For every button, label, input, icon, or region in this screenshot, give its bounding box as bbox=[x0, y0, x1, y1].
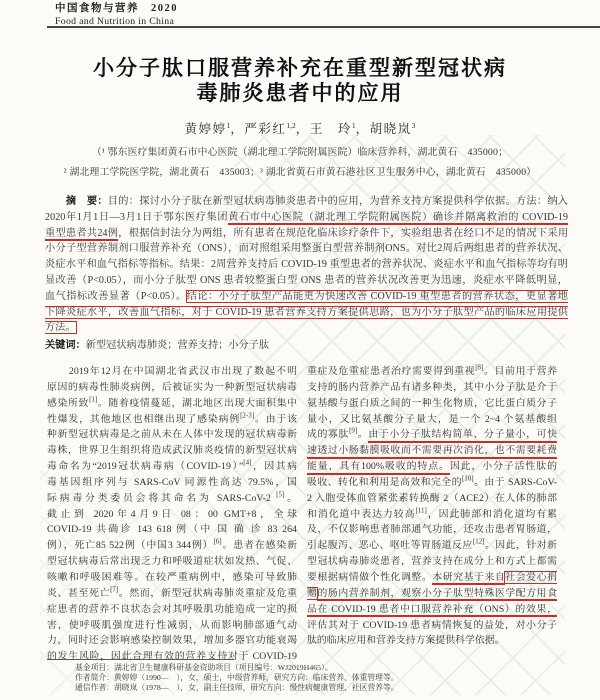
red-box-annotation: 社会爱心捐 bbox=[505, 571, 557, 583]
author-superscript: 1 bbox=[351, 120, 356, 130]
red-underline-annotation: 重型患者共24例 bbox=[45, 228, 118, 242]
affiliation-line-2: ² 湖北理工学院医学院，湖北黄石 435003；³ 湖北省黄石市黄石港社区卫生服务中心，湖北黄石 435000） bbox=[63, 167, 537, 178]
text-line bbox=[75, 683, 600, 693]
text-segment: 因此，小分子活性肽的 bbox=[449, 461, 557, 473]
affiliation-line-1: （¹ 鄂东医疗集团黄石市中心医院（湖北理工学院附属医院）临床营养科，湖北黄石 435000； bbox=[91, 147, 509, 158]
text-segment: 性爆发，其他地区也相继出现了感染病例[2-3]。由于该 bbox=[47, 411, 297, 425]
text-segment: 成的寡肽[9]。 bbox=[307, 427, 369, 441]
text-segment: 例），死亡85 522例（中国3 344例）[6]。患者在感染新 bbox=[47, 538, 297, 552]
text-segment: 感染所致[1]。随着疫情蔓延，湖北地区出现大面积集中 bbox=[47, 395, 297, 409]
paper-title-line1: 小分子肽口服营养补充在重型新型冠状病 bbox=[93, 57, 507, 80]
text-segment: 小分子型营养制剂口服营养补充（ONS），而对照组采用整蛋白型营养制剂ONS。对比2周后两组患者的营养状况、 bbox=[45, 243, 568, 255]
red-box-annotation: 结论：小分子肽型产品能更为快速改善 COVID-19 重型患者的营养状态，更显著地 bbox=[186, 290, 568, 302]
text-segment: 显改善（P<0.05），而小分子肽型 ONS 患者较整蛋白型 ONS 患者的营养状况改善更为迅速，炎症水平降低明显， bbox=[45, 274, 568, 286]
author-superscript: 3 bbox=[411, 120, 416, 130]
text-segment: 的发生风险，因此合理有效的营养支持对于 COVID-19 bbox=[47, 651, 297, 663]
text-line bbox=[45, 273, 568, 289]
text-line bbox=[47, 554, 297, 570]
author-name: 严彩红 bbox=[244, 122, 287, 136]
text-segment: 氨基酸与蛋白质之间的一种生化物质，它比蛋白质分子 bbox=[307, 397, 557, 409]
text-line bbox=[307, 586, 557, 602]
text-segment: 重症及危重症患者治疗需要得到重视[8]。目前用于营养 bbox=[307, 364, 557, 377]
text-line bbox=[45, 257, 568, 273]
header-rule bbox=[47, 26, 600, 28]
text-line bbox=[47, 491, 297, 507]
text-line bbox=[307, 491, 557, 507]
red-underline-annotation: 的肠内营养制剂，观察小分子肽型特殊医学配方用食 bbox=[317, 588, 557, 602]
text-line bbox=[307, 380, 557, 396]
author-name: 胡晓岚 bbox=[369, 122, 412, 136]
text-line bbox=[47, 364, 297, 380]
text-line bbox=[307, 522, 557, 538]
text-segment: 炎、甚至死亡[7]。然而，新型冠状病毒肺炎重症及危重 bbox=[47, 585, 297, 599]
text-segment: 毒基因组序列与 SARS-CoV 同源性高达 79.5%，国 bbox=[47, 476, 297, 488]
text-segment: 害，使呼吸肌强度进行性减弱，从而影响肺部通气动 bbox=[47, 619, 297, 631]
citation-ref: [6] bbox=[213, 538, 222, 546]
text-line bbox=[307, 459, 557, 475]
citation-ref: [10] bbox=[461, 474, 474, 483]
text-line bbox=[75, 663, 600, 673]
text-line bbox=[45, 305, 568, 321]
text-segment: 量小，又比氨基酸分子量大，是一个 2~4 个氨基酸组 bbox=[307, 413, 557, 425]
red-underline-annotation: 品在 COVID-19 患者中口服营养补充（ONS）的效果， bbox=[307, 604, 557, 618]
abstract-section bbox=[45, 194, 568, 354]
text-line bbox=[47, 507, 297, 523]
text-segment: 目的：探讨小分子肽在新型冠状病毒肺炎患者中的应用，为营养支持方案提供科学依据。方法：纳入 bbox=[107, 196, 568, 207]
body-columns bbox=[47, 364, 557, 665]
paper-title bbox=[39, 56, 561, 106]
text-line bbox=[47, 412, 297, 428]
text-line bbox=[47, 633, 297, 649]
journal-name-en: Food and Nutrition in China bbox=[55, 16, 175, 27]
keywords-line bbox=[45, 338, 568, 354]
text-line bbox=[45, 194, 568, 210]
citation-ref: [4] bbox=[243, 459, 252, 467]
abstract-lines bbox=[45, 194, 568, 336]
text-line bbox=[45, 210, 568, 226]
text-line bbox=[47, 538, 297, 554]
red-box-annotation: 方法。 bbox=[45, 322, 76, 334]
journal-header bbox=[55, 3, 178, 27]
text-line bbox=[47, 602, 297, 618]
text-segment: 种新型冠状病毒是之前从未在人体中发现的冠状病毒新 bbox=[47, 429, 297, 441]
text-segment: 和消化道中表达力较高[11]，因此肺部和消化道均有累 bbox=[307, 506, 557, 520]
authors-line: 黄婷婷$^1$，严彩红$^{1,2}$，王 玲$^1$，胡晓岚$^3$ bbox=[184, 120, 416, 136]
text-segment: 及，不仅影响患者肺部通气功能，还攻击患者胃肠道， bbox=[307, 524, 557, 536]
text-segment: 症患者的营养不良状态会对其呼吸肌功能造成一定的损 bbox=[47, 603, 297, 615]
text-line bbox=[45, 241, 568, 257]
citation-ref: [11] bbox=[415, 506, 427, 515]
text-segment: 型冠状病毒后常出现乏力和呼吸道症状如发热、气促、 bbox=[47, 556, 297, 568]
text-line bbox=[307, 570, 557, 586]
citation-ref: [2-3] bbox=[240, 411, 255, 420]
author-name: 王 玲 bbox=[309, 122, 352, 136]
citation-ref: [8] bbox=[475, 364, 484, 372]
journal-name-cn: 中国食物与营养 2020 bbox=[55, 3, 178, 14]
text-segment: 血气指标改善显著（P<0.05）。 bbox=[45, 290, 187, 302]
text-segment: 支持的肠内营养产品有诸多种类，其中小分子肽是介于 bbox=[307, 381, 557, 393]
text-segment: 作者简介：黄婷婷（1990— ），女，硕士，中级营养师，研究方向：临床营养、体重管理等。 bbox=[75, 673, 399, 682]
text-line bbox=[47, 459, 297, 475]
author-superscript: 1 bbox=[226, 120, 231, 130]
text-segment: 2019年12月在中国湖北省武汉市出现了数起不明 bbox=[47, 366, 297, 377]
text-segment: 原因的病毒性肺炎病例，后被证实为一种新型冠状病毒 bbox=[47, 381, 297, 393]
red-underline-annotation: 速透过小肠黏膜吸收而不需要再次消化，也不需要耗费 bbox=[307, 445, 557, 459]
text-segment: 2 入胞受体血管紧张素转换酶 2（ACE2）在人体的肺部 bbox=[307, 492, 557, 504]
text-segment: 毒株，世界卫生组织将造成武汉肺炎疫情的新型冠状病 bbox=[47, 445, 297, 457]
text-line bbox=[47, 380, 297, 396]
text-line bbox=[47, 475, 297, 491]
text-line bbox=[45, 320, 568, 336]
text-line bbox=[307, 475, 557, 491]
red-underline-annotation: 黄石市中心医院（湖北理工学院附属医院）确诊并隔离救治的 COVID-19 bbox=[228, 212, 568, 226]
text-line bbox=[47, 570, 297, 586]
text-line bbox=[47, 522, 297, 538]
text-segment: 2020年1月1日—3月1日于鄂东医疗集团 bbox=[45, 211, 229, 223]
author-name: 黄婷婷 bbox=[184, 122, 227, 136]
text-segment: 毒命名为“2019冠状病毒病（COVID-19）”[4]，因其病 bbox=[47, 459, 297, 473]
keywords-label: 关键词： bbox=[45, 340, 86, 352]
red-box-annotation: 赠 bbox=[307, 587, 318, 599]
text-line bbox=[307, 443, 557, 459]
citation-ref: [5] bbox=[276, 490, 285, 499]
citation-ref: [1] bbox=[89, 395, 98, 404]
text-segment: 炎症水平和血气指标等指标。结果：2周营养支持后 COVID-19 重型患者的营养状况、炎症水平和血气指标等均有明 bbox=[45, 259, 568, 271]
footnotes bbox=[47, 663, 600, 693]
text-line bbox=[47, 618, 297, 634]
text-line bbox=[47, 396, 297, 412]
text-line bbox=[307, 538, 557, 554]
keywords-text: 新型冠状病毒肺炎；营养支持；小分子肽 bbox=[85, 340, 270, 352]
text-line bbox=[307, 396, 557, 412]
text-segment: 咳嗽和呼吸困难等。在较严重病例中，感染可导致肺 bbox=[47, 571, 297, 583]
text-line bbox=[307, 618, 557, 634]
text-segment: 吸收、转化和利用是高效和完全的[10]。由于 SARS-CoV- bbox=[307, 474, 557, 488]
citation-ref: [12] bbox=[472, 538, 485, 546]
text-segment: 引起腹泻、恶心、呕吐等胃肠道反应[12]。因此，针对新 bbox=[307, 538, 557, 552]
text-line bbox=[47, 427, 297, 443]
text-line bbox=[307, 364, 557, 380]
text-segment: 型冠状病毒肺炎患者，营养支持在成分上和方式上都需 bbox=[307, 556, 557, 568]
text-segment: 通信作者：胡晓岚（1978— ），女，副主任技师，研究方向：慢性病健康管理、社区营养等。 bbox=[75, 683, 399, 692]
text-line bbox=[75, 673, 600, 683]
text-line bbox=[307, 427, 557, 443]
red-underline-annotation: 能量，具有100%吸收的特点。 bbox=[307, 461, 450, 475]
text-line bbox=[307, 602, 557, 618]
text-line bbox=[307, 412, 557, 428]
author-superscript: 1,2 bbox=[286, 120, 296, 130]
text-line bbox=[47, 443, 297, 459]
bold-label: 摘 要： bbox=[45, 196, 108, 207]
red-underline-annotation: 由于小分子肽结构简单、分子量小，可快 bbox=[368, 429, 557, 443]
red-box-annotation: 下降炎症水平，改善血气指标，对于 COVID-19 患者营养支持方案提供思路，也为小分子肽型产品的临床应用提供 bbox=[45, 306, 568, 318]
text-line bbox=[307, 507, 557, 523]
text-segment: 截止到 2020年4月9日 08：00 GMT+8，全球 bbox=[47, 508, 297, 520]
citation-ref: [9] bbox=[349, 427, 358, 436]
text-line bbox=[307, 554, 557, 570]
text-segment: 肽的临床应用和营养支持方案提供科学依据。 bbox=[307, 635, 505, 647]
text-line bbox=[45, 226, 568, 242]
text-line bbox=[307, 633, 557, 649]
right-column bbox=[307, 364, 557, 665]
text-segment: 要根据病情做个性化调整。 bbox=[307, 571, 433, 583]
text-line bbox=[47, 586, 297, 602]
text-segment: ，根据信封法分为两组，所有患者在规范化临床诊疗条件下，实验组患者在经口不足的情况下采用 bbox=[118, 227, 568, 239]
red-underline-annotation: 本研究基于来自 bbox=[432, 572, 505, 586]
left-column bbox=[47, 364, 297, 665]
text-segment: 际病毒分类委员会将其命名为 SARS-CoV-2 [5]。 bbox=[47, 490, 297, 504]
paper-title-line2: 毒肺炎患者中的应用 bbox=[196, 82, 404, 105]
text-segment: 评估其对于 COVID-19 患者病情恢复的益处，对小分子 bbox=[307, 619, 557, 631]
text-line bbox=[45, 289, 568, 305]
text-segment: 力，同时还会影响感染控制效果，增加多器官功能衰竭 bbox=[47, 635, 297, 647]
text-segment: 基金项目：湖北省卫生健康科研基金资助项目（项目编号：WJ2019H465）。 bbox=[75, 663, 333, 672]
footnote-separator bbox=[47, 659, 234, 660]
citation-ref: [7] bbox=[110, 585, 119, 594]
text-segment: COVID-19 共确诊 143 618 例（中 国 确 诊 83 264 bbox=[47, 524, 297, 536]
